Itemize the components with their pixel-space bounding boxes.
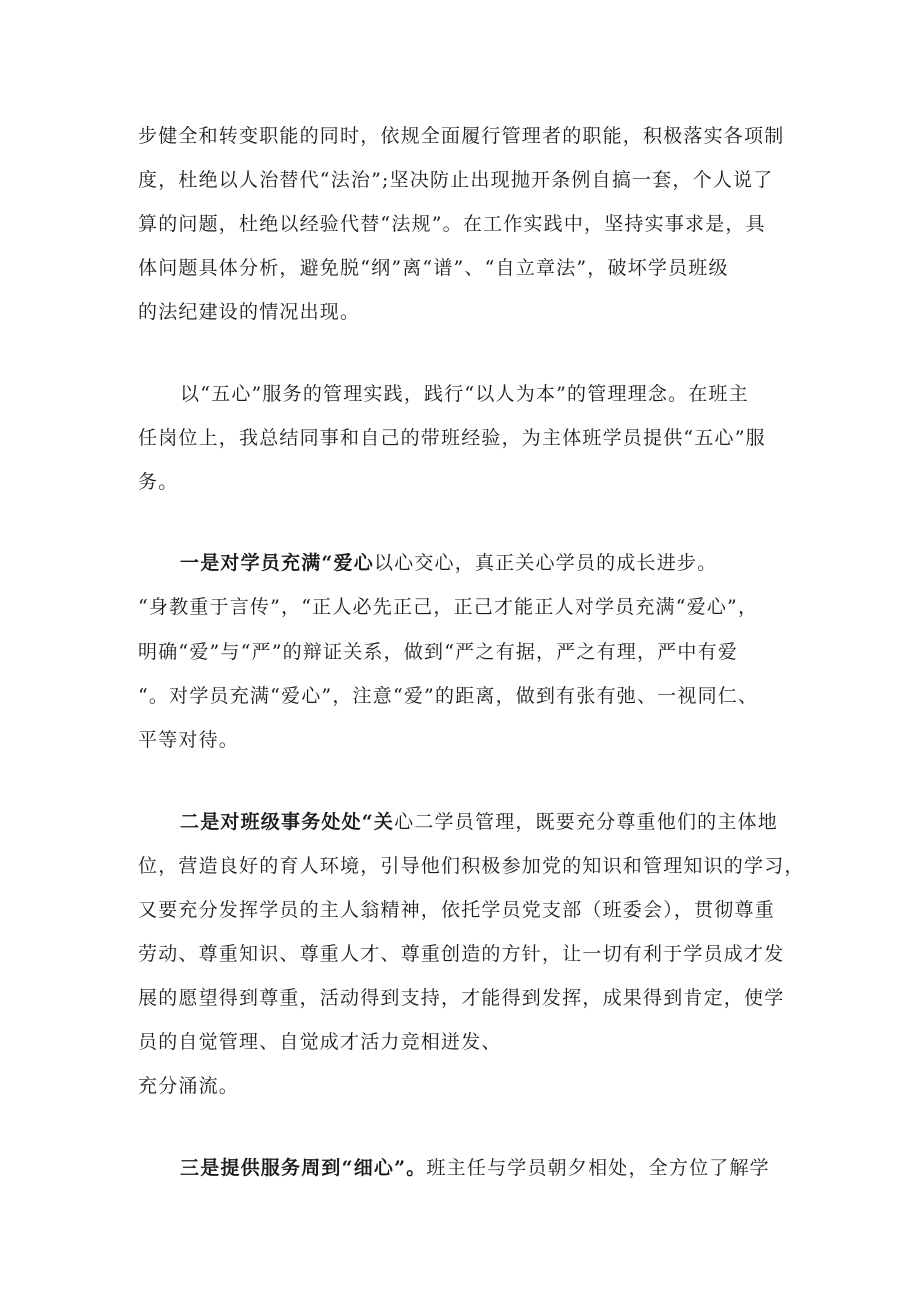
paragraph-4-line-3: 又要充分发挥学员的主人翁精神，依托学员党支部（班委会），贯彻尊重: [138, 899, 775, 921]
paragraph-4-line-2: 位，营造良好的育人环境，引导他们积极参加党的知识和管理知识的学习，: [138, 855, 805, 877]
paragraph-3-line-5: 平等对待。: [138, 729, 240, 751]
paragraph-2-line-2: 任岗位上，我总结同事和自己的带班经验，为主体班学员提供“五心”服: [138, 427, 766, 449]
paragraph-3-line-3: 明确“爱”与“严”的辩证关系，做到“严之有据，严之有理，严中有爱: [138, 641, 738, 663]
paragraph-3-line-2: “身教重于言传”，“正人必先正己，正己才能正人对学员充满“爱心”，: [138, 596, 759, 618]
paragraph-2-line-3: 务。: [138, 471, 179, 493]
paragraph-4-line-4: 劳动、尊重知识、尊重人才、尊重创造的方针，让一切有利于学员成才发: [138, 943, 785, 965]
paragraph-1-line-2: 度，杜绝以人治替代“法治”;坚决防止出现抛开条例自搞一套，个人说了: [138, 169, 774, 191]
paragraph-1-line-4: 体问题具体分析，避免脱“纲”离“谱”、“自立章法”，破坏学员班级: [138, 257, 729, 279]
paragraph-4-first-rest: 心二学员管理，既要充分尊重他们的主体地: [394, 811, 778, 833]
paragraph-5-line-1: [180, 1156, 770, 1180]
paragraph-1-line-1: 步健全和转变职能的同时，依规全面履行管理者的职能，积极落实各项制: [138, 125, 785, 147]
paragraph-2-line-1: 以“五心”服务的管理实践，践行“以人为本”的管理理念。在班主: [180, 383, 749, 405]
paragraph-4-heading: 二是对班级事务处处“关: [180, 811, 395, 833]
paragraph-4-line-7: 充分涌流。: [138, 1075, 240, 1097]
paragraph-5-first-rest: 班主任与学员朝夕相处，全方位了解学: [426, 1157, 770, 1179]
paragraph-3-heading: 一是对学员充满“爱心: [180, 552, 374, 574]
paragraph-3-line-1: [180, 551, 717, 575]
paragraph-3-line-4: “。对学员充满“爱心”，注意“爱”的距离，做到有张有弛、一视同仁、: [138, 685, 759, 707]
paragraph-5-heading: 三是提供服务周到“细心”。: [180, 1157, 427, 1179]
paragraph-1-line-3: 算的问题，杜绝以经验代替“法规”。在工作实践中，坚持实事求是，具: [138, 213, 766, 235]
paragraph-3-first-rest: 以心交心，真正关心学员的成长进步。: [373, 552, 718, 574]
paragraph-4-line-5: 展的愿望得到尊重，活动得到支持，才能得到发挥，成果得到肯定，使学: [138, 987, 785, 1009]
paragraph-4-line-1: [180, 810, 778, 834]
paragraph-4-line-6: 员的自觉管理、自觉成才活力竞相迸发、: [138, 1031, 502, 1053]
paragraph-1-line-5: 的法纪建设的情况出现。: [138, 301, 361, 323]
